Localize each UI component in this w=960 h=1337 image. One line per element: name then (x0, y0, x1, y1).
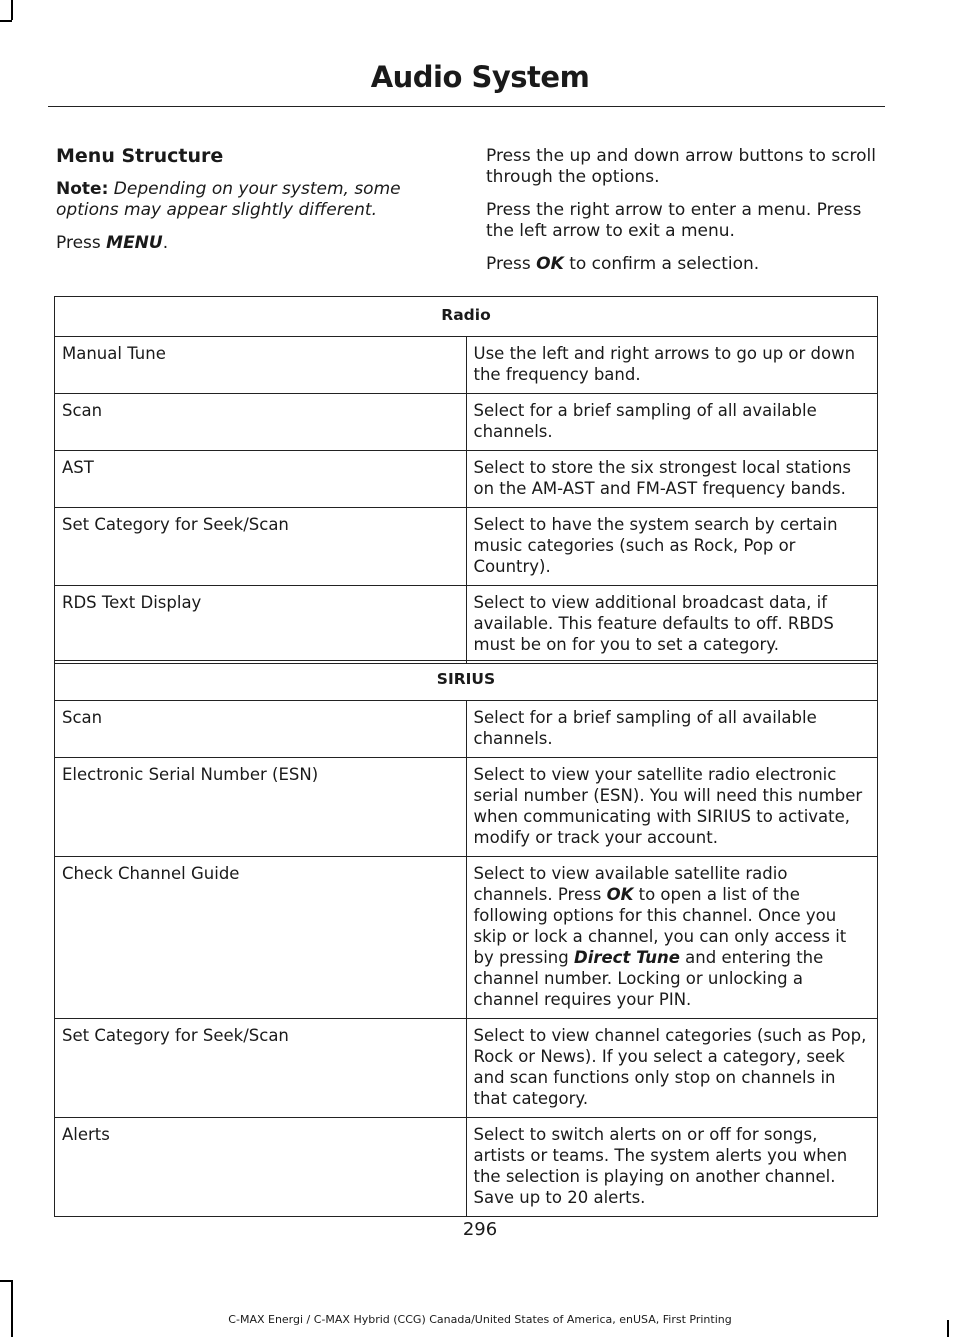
table-row (55, 451, 878, 508)
page-header-title: Audio System (370, 60, 590, 94)
enter-exit-paragraph: Press the right arrow to enter a menu. Press the left arrow to exit a menu. (486, 200, 862, 241)
table-row (55, 394, 878, 451)
menu-item: Check Channel Guide (55, 857, 467, 1019)
press-label: Press (56, 233, 101, 253)
note-paragraph (56, 179, 456, 221)
note-text: Depending on your system, some options may appear slightly different. (56, 179, 401, 220)
table-row (55, 337, 878, 394)
menu-description: Select to view your satellite radio electronic serial number (ESN). You will need this number when communicating with SIRIUS to activate, modify or track your account. (466, 758, 878, 857)
radio-menu-table (54, 296, 878, 664)
intro-right-column (486, 146, 886, 287)
section-heading: Menu Structure (56, 145, 224, 167)
menu-item: Scan (55, 394, 467, 451)
menu-item: RDS Text Display (55, 586, 467, 664)
menu-description: Select for a brief sampling of all available channels. (466, 701, 878, 758)
menu-item: Electronic Serial Number (ESN) (55, 758, 467, 857)
confirm-paragraph (486, 254, 886, 275)
guide-text-3: and entering the channel number. Locking or unlocking a channel requires your PIN. (473, 948, 824, 1009)
menu-description (466, 857, 878, 1019)
ok-key: OK (536, 254, 564, 274)
sirius-table-title: SIRIUS (55, 661, 878, 701)
menu-key: MENU (106, 233, 163, 253)
menu-description: Select to view additional broadcast data, if available. This feature defaults to off. RBDS must be on for you to set a category. (466, 586, 878, 664)
scroll-paragraph: Press the up and down arrow buttons to scroll through the options. (486, 146, 876, 187)
confirm-post: to confirm a selection. (569, 254, 760, 274)
menu-item: Alerts (55, 1118, 467, 1217)
direct-tune-key: Direct Tune (574, 948, 680, 967)
header-divider (48, 106, 885, 107)
table-header-row (55, 661, 878, 701)
crop-mark-top-left-v (11, 0, 13, 20)
sirius-menu-table (54, 660, 878, 1217)
menu-item: Set Category for Seek/Scan (55, 1019, 467, 1118)
table-row (55, 1019, 878, 1118)
radio-table-title: Radio (55, 297, 878, 337)
table-row (55, 508, 878, 586)
menu-description: Select to have the system search by certain music categories (such as Rock, Pop or Country). (466, 508, 878, 586)
crop-mark-top-left-h (0, 20, 12, 22)
press-end: . (162, 233, 169, 253)
menu-item: Set Category for Seek/Scan (55, 508, 467, 586)
press-menu-paragraph (56, 233, 456, 254)
footer-text: C-MAX Energi / C-MAX Hybrid (CCG) Canada/United States of America, enUSA, First Printing (228, 1313, 732, 1326)
table-row (55, 857, 878, 1019)
note-label: Note: (56, 179, 109, 199)
intro-left-column (56, 146, 456, 266)
menu-item: Manual Tune (55, 337, 467, 394)
table-row (55, 1118, 878, 1217)
ok-key: OK (606, 885, 634, 904)
table-row (55, 701, 878, 758)
menu-item: Scan (55, 701, 467, 758)
menu-description: Select to switch alerts on or off for songs, artists or teams. The system alerts you when the selection is playing on another channel. Save up to 20 alerts. (466, 1118, 878, 1217)
guide-text-2: to open a list of the following options for this channel. Once you skip or lock a channel, you can only access it by pressing (473, 885, 847, 967)
table-row (55, 758, 878, 857)
confirm-pre: Press (486, 254, 531, 274)
table-header-row (55, 297, 878, 337)
menu-description: Select to store the six strongest local stations on the AM-AST and FM-AST frequency bands. (466, 451, 878, 508)
crop-mark-bottom-left-h (0, 1280, 12, 1282)
table-row (55, 586, 878, 664)
page-number: 296 (462, 1219, 498, 1240)
menu-description: Select for a brief sampling of all available channels. (466, 394, 878, 451)
menu-item: AST (55, 451, 467, 508)
crop-mark-bottom-left-v (11, 1280, 13, 1337)
menu-description: Select to view channel categories (such as Pop, Rock or News). If you select a category, seek and scan functions only stop on channels in that category. (466, 1019, 878, 1118)
guide-text-1: Select to view available satellite radio channels. Press (473, 864, 788, 904)
menu-description: Use the left and right arrows to go up or down the frequency band. (466, 337, 878, 394)
